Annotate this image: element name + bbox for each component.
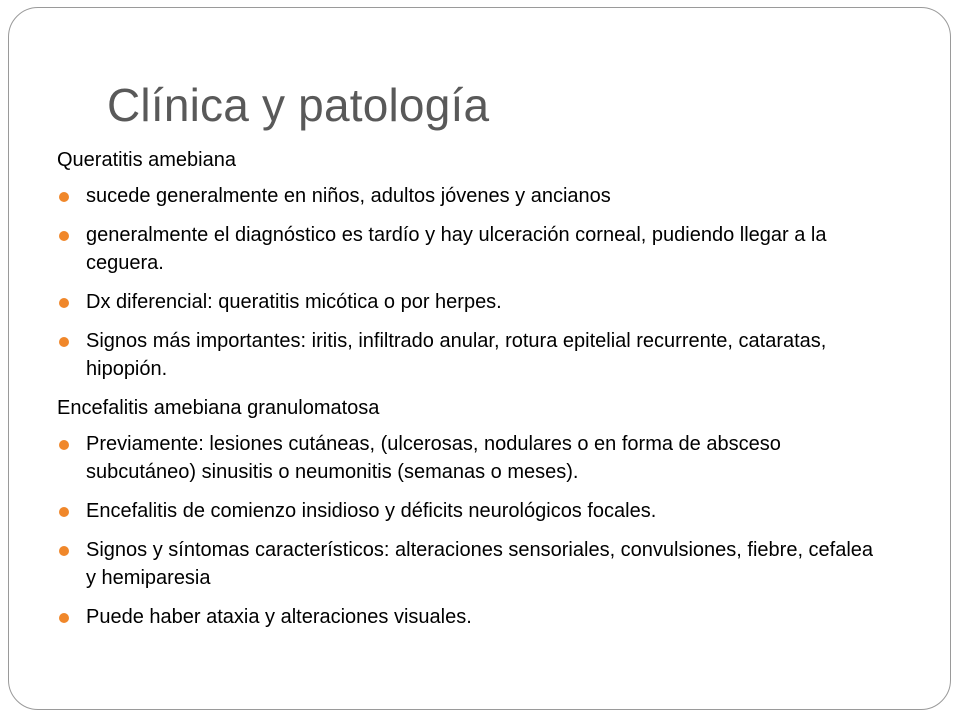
bullet-text: Puede haber ataxia y alteraciones visuales. <box>86 606 472 628</box>
section-heading-queratitis: Queratitis amebiana <box>57 149 236 171</box>
list-item <box>57 430 887 486</box>
bullet-text: Encefalitis de comienzo insidioso y déficits neurológicos focales. <box>86 500 657 522</box>
bullet-text: Signos y síntomas característicos: alteraciones sensoriales, convulsiones, fiebre, cefalea y hemiparesia <box>86 539 874 589</box>
bullet-text: sucede generalmente en niños, adultos jóvenes y ancianos <box>86 185 611 207</box>
bullet-list-encefalitis <box>57 430 887 631</box>
bullet-icon <box>59 440 69 450</box>
list-item <box>57 221 887 277</box>
list-item <box>57 603 887 631</box>
bullet-icon <box>59 192 69 202</box>
list-item <box>57 327 887 383</box>
bullet-text: Signos más importantes: iritis, infiltrado anular, rotura epitelial recurrente, cataratas, hipopión. <box>86 330 827 380</box>
slide-content <box>57 146 887 642</box>
slide-title: Clínica y patología <box>107 79 490 131</box>
bullet-icon <box>59 231 69 241</box>
bullet-icon <box>59 507 69 517</box>
bullet-text: generalmente el diagnóstico es tardío y hay ulceración corneal, pudiendo llegar a la ceguera. <box>86 224 827 274</box>
bullet-text: Dx diferencial: queratitis micótica o por herpes. <box>86 291 502 313</box>
bullet-icon <box>59 337 69 347</box>
bullet-icon <box>59 298 69 308</box>
list-item <box>57 288 887 316</box>
bullet-icon <box>59 546 69 556</box>
bullet-icon <box>59 613 69 623</box>
section-heading-encefalitis: Encefalitis amebiana granulomatosa <box>57 397 380 419</box>
bullet-text: Previamente: lesiones cutáneas, (ulcerosas, nodulares o en forma de absceso subcutáneo) sinusitis o neumonitis (semanas o meses). <box>86 433 781 483</box>
list-item <box>57 536 887 592</box>
bullet-list-queratitis <box>57 182 887 383</box>
list-item <box>57 182 887 210</box>
list-item <box>57 497 887 525</box>
